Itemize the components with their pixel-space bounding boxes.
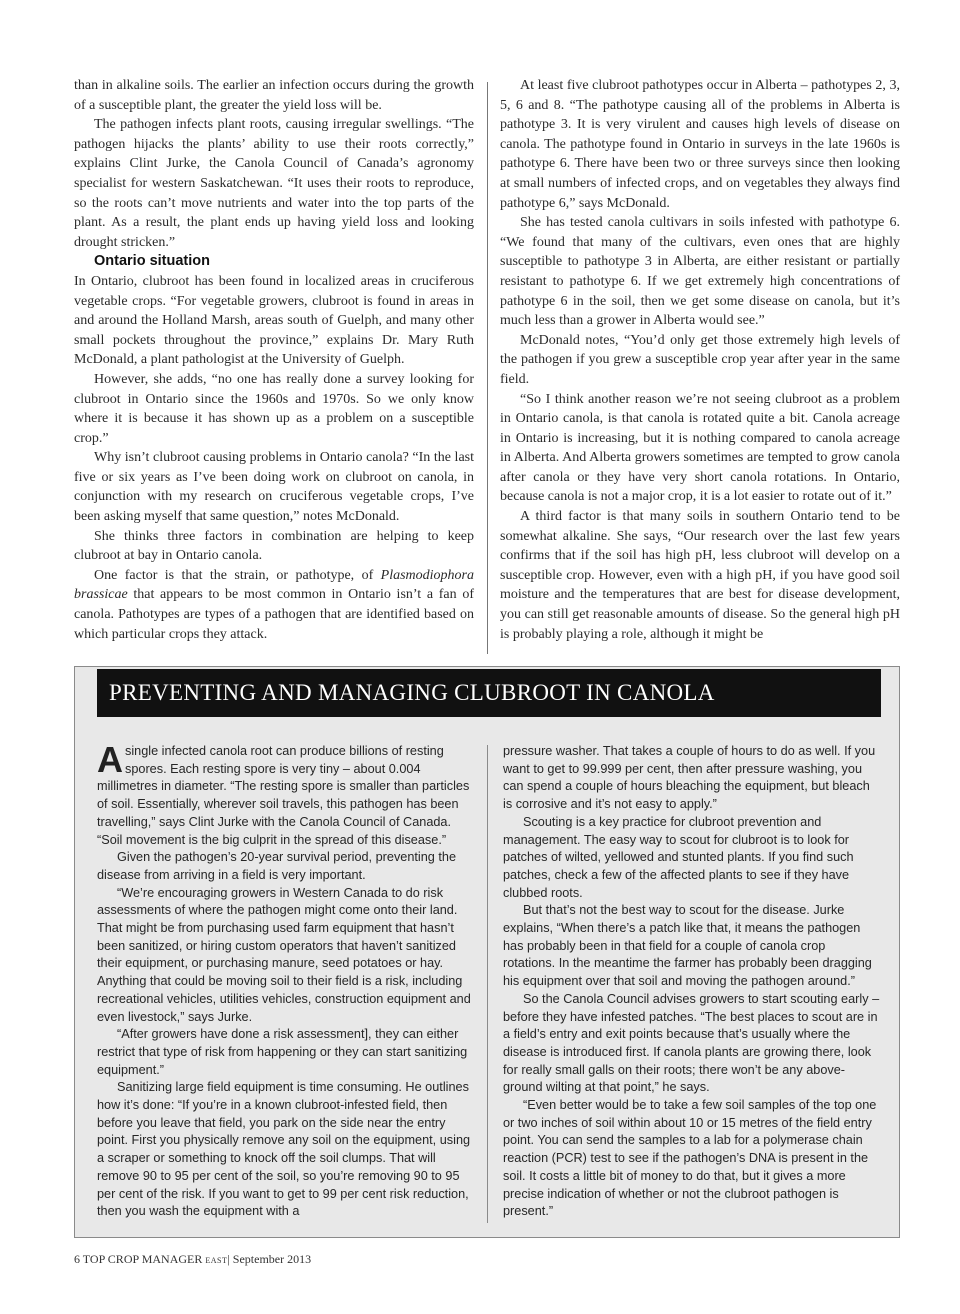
paragraph-text: single infected canola root can produce billions of resting spores. Each resting spore is very tiny – about 0.004 millimetres in diameter. “The resting spore is smaller than particles of soil. Essentially, wherever soil travels, this pathogen has been travelling,” says Clint Jurke with the Canola Council of Canada. “Soil movement is the big culprit in the spread of this disease.” <box>97 744 470 847</box>
sidebar-box <box>74 666 900 1238</box>
section-subhead: Ontario situation <box>94 253 210 270</box>
edition-label: EAST <box>205 1256 228 1265</box>
article-paragraph: than in alkaline soils. The earlier an infection occurs during the growth of a susceptible plant, the greater the yield loss will be. <box>74 78 474 113</box>
page-footer <box>74 1252 311 1267</box>
magazine-name: TOP CROP MANAGER <box>82 1252 203 1266</box>
paragraph-text: that appears to be most common in Ontario isn’t a fan of canola. Pathotypes are types of a pathogen that are identified based on which particular crops they attack. <box>74 587 474 642</box>
sidebar-paragraph: But that’s not the best way to scout for the disease. Jurke explains, “When there’s a patch like that, it means the pathogen has probably been in that field for a couple of canola crop rotations. In the meantime the farmer has probably been dragging his equipment over that soil and moving the pathogen around.” <box>503 903 872 989</box>
sidebar-paragraph: Given the pathogen’s 20-year survival period, preventing the disease from arriving in a field is very important. <box>97 850 457 882</box>
paragraph-text: One factor is that the strain, or pathotype, of <box>94 567 381 583</box>
article-paragraph: The pathogen infects plant roots, causing irregular swellings. “The pathogen hijacks the plants’ ability to use their roots correctly,” explains Clint Jurke, the Canola Council of Canada’s agronomy specialist for western Saskatchewan. “It uses their roots to reproduce, so the roots can’t move nutrients and water into the top parts of the plant. As a result, the plant ends up having yield loss and looking drought stricken.” <box>74 117 474 250</box>
sidebar-paragraph: “After growers have done a risk assessment], they can either restrict that type of risk from happening or they can start sanitizing equipment.” <box>97 1027 468 1077</box>
article-paragraph: “So I think another reason we’re not seeing clubroot as a problem in Ontario canola, is that canola is rotated quite a bit. Canola acreage in Ontario is increasing, but it is nothing compared to canola acreage in Alberta. And Alberta growers sometimes are tempted to grow canola after canola or they have very short canola rotations. In Ontario, because canola is not a major crop, it is a lot easier to rotate out of it.” <box>500 391 900 505</box>
footer-separator: | <box>227 1252 230 1266</box>
article-paragraph <box>74 566 474 644</box>
sidebar-right-column <box>503 743 881 1221</box>
sidebar-paragraph: “We’re encouraging growers in Western Canada to do risk assessments of where the pathogen might come onto their land. That might be from purchasing used farm equipment that hasn’t been sanitized, or hiring custom operators that haven’t sanitized their equipment, or purchasing manure, seed potatoes or hay. Anything that could be moving soil to their field is a risk, including recreational vehicles, utilities vehicles, construction equipment and even livestock,” says Jurke. <box>97 885 471 1024</box>
sidebar-paragraph: “Even better would be to take a few soil samples of the top one or two inches of soil within about 10 or 15 metres of the field entry point. You can send the samples to a lab for a polymerase chain reaction (PCR) test to see if the pathogen’s DNA is present in the soil. It costs a little bit of money to do that, but it gives a more precise indication of whether or not the clubroot pathogen is present.” <box>503 1098 877 1219</box>
article-paragraph: McDonald notes, “You’d only get those extremely high levels of the pathogen if you grew a susceptible crop year after year in the same field. <box>500 332 900 387</box>
sidebar-column-divider <box>487 745 488 1223</box>
article-left-column <box>74 76 474 644</box>
drop-cap: A <box>97 739 123 780</box>
article-paragraph: She has tested canola cultivars in soils infested with pathotype 6. “We found that many of the cultivars, even ones that are highly susceptible to pathotype 3 in Alberta, are either resistant or partially resistant to pathotype 6. If we get extremely high concentrations of pathotype 6 in the soil, then we get some disease on canola, but it’s much less than a grower in Alberta would see.” <box>500 215 900 329</box>
page-number: 6 <box>74 1252 80 1266</box>
issue-date: September 2013 <box>232 1252 312 1266</box>
article-paragraph: She thinks three factors in combination are helping to keep clubroot at bay in Ontario canola. <box>74 528 474 564</box>
sidebar-paragraph <box>97 739 475 849</box>
article-paragraph: Why isn’t clubroot causing problems in Ontario canola? “In the last five or six years as I’ve been doing work on clubroot on canola, in conjunction with my research on cruciferous vegetable crops, I’ve been asking myself that same question,” notes McDonald. <box>74 450 474 525</box>
sidebar-paragraph: So the Canola Council advises growers to start scouting early – before they have infested patches. “The best places to scout are in a field’s entry and exit points because that’s usually where the disease is introduced first. If canola plants are growing there, look for really small galls on their roots; there won’t be any above-ground wilting at that point,” he says. <box>503 991 880 1095</box>
species-name: Plasmodiophora brassicae <box>74 567 474 603</box>
sidebar-paragraph: Scouting is a key practice for clubroot prevention and management. The easy way to scout for clubroot is to look for patches of wilted, yellowed and stunted plants. If you find such patches, check a few of the affected plants to see if they have clubbed roots. <box>503 814 854 900</box>
article-right-column <box>500 76 900 644</box>
column-divider <box>487 82 488 654</box>
article-paragraph: A third factor is that many soils in southern Ontario tend to be somewhat alkaline. She says, “Our research over the last few years confirms that if the soil has high pH, less clubroot will develop on a susceptible crop. However, even with a high pH, if you have good soil moisture and the temperatures that are best for disease development, you can still get reasonable amounts of disease. So the general high pH is probably playing a role, although it might be <box>500 509 900 642</box>
sidebar-paragraph: pressure washer. That takes a couple of hours to do as well. If you want to get to 99.999 per cent, then after pressure washing, you can spend a couple of hours bleaching the equipment, but bleach is corrosive and it’s not easy to apply.” <box>503 744 876 812</box>
article-paragraph: However, she adds, “no one has really done a survey looking for clubroot in Ontario since the 1960s and 1970s. So we only know where it is because it has shown up as a problem on a susceptible crop.” <box>74 371 474 446</box>
sidebar-paragraph: Sanitizing large field equipment is time consuming. He outlines how it’s done: “If you’re in a known clubroot-infested field, then before you leave that field, you park on the side near the entry point. First you physically remove any soil on the equipment, using a scraper or something to knock off the soil clumps. That will remove 90 to 95 per cent of the soil, so you’re removing 90 to 95 per cent of the risk. If you want to get to 99 per cent risk reduction, then you wash the equipment with a <box>97 1080 471 1219</box>
sidebar-title: PREVENTING AND MANAGING CLUBROOT IN CANOLA <box>97 669 881 717</box>
article-paragraph: In Ontario, clubroot has been found in localized areas in cruciferous vegetable crops. “For vegetable growers, clubroot is found in areas in and around the Holland Marsh, areas south of Guelph, and many other small pockets throughout the province,” explains Dr. Mary Ruth McDonald, a plant pathologist at the University of Guelph. <box>74 273 474 368</box>
article-paragraph: At least five clubroot pathotypes occur in Alberta – pathotypes 2, 3, 5, 6 and 8. “The pathotype causing all of the problems in Alberta is pathotype 3. It is very virulent and causes high levels of disease on canola. The pathotype found in Ontario in surveys in the late 1960s is pathotype 6. There have been two or three surveys since then looking at small numbers of infected crops, and on vegetables they always find pathotype 6,” says McDonald. <box>500 78 900 211</box>
sidebar-left-column <box>97 739 475 1221</box>
